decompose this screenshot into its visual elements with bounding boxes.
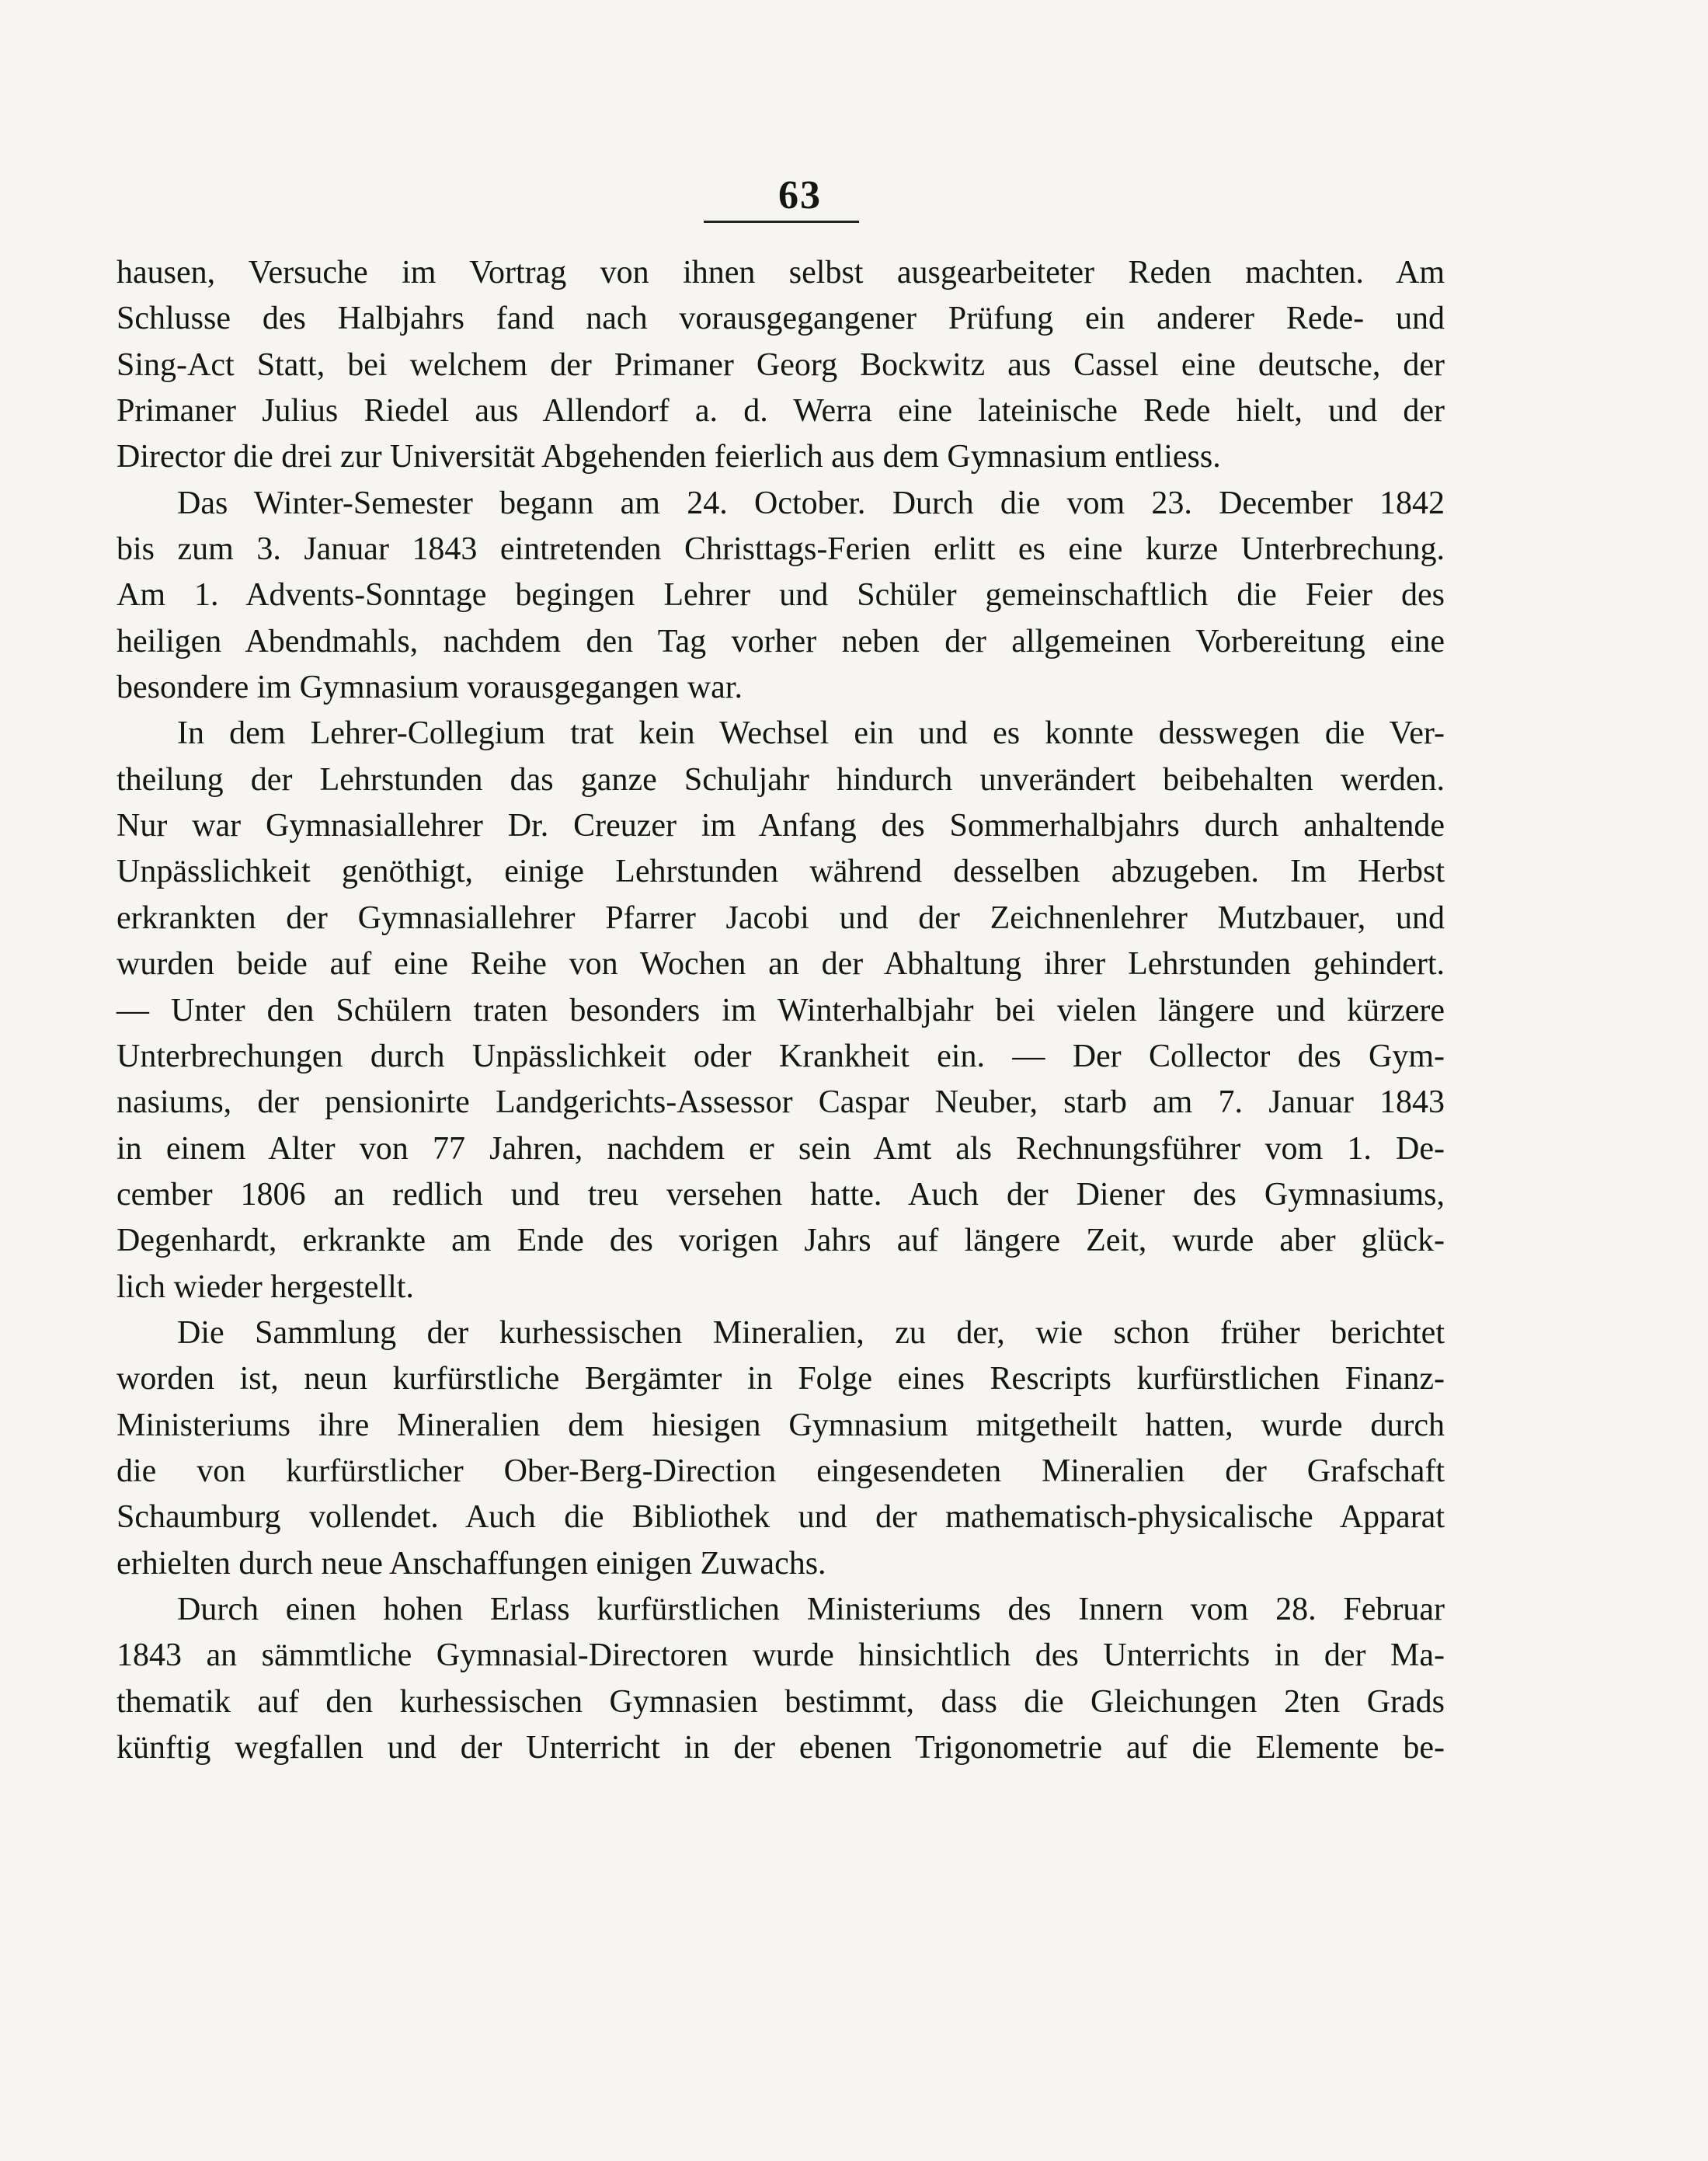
text-line: thematik auf den kurhessischen Gymnasien bestimmt, dass die Gleichungen 2ten Grads [117, 1683, 1445, 1720]
text-line: — Unter den Schülern traten besonders im Winterhalbjahr bei vielen längere und kürzere [117, 992, 1445, 1028]
text-line: Schaumburg vollendet. Auch die Bibliothek und der mathematisch-physicalische Apparat [117, 1499, 1445, 1536]
body-text [117, 250, 1445, 1771]
text-line: Die Sammlung der kurhessischen Mineralien, zu der, wie schon früher berichtet [177, 1314, 1445, 1351]
text-line: Ministeriums ihre Mineralien dem hiesigen Gymnasium mitgetheilt hatten, wurde durch [117, 1407, 1445, 1443]
text-line: hausen, Versuche im Vortrag von ihnen selbst ausgearbeiteter Reden machten. Am [117, 255, 1445, 291]
text-line: cember 1806 an redlich und treu versehen hatte. Auch der Diener des Gymnasiums, [117, 1176, 1445, 1213]
text-line: Schlusse des Halbjahrs fand nach vorausgegangener Prüfung ein anderer Rede- und [117, 301, 1445, 337]
text-line: bis zum 3. Januar 1843 eintretenden Christtags-Ferien erlitt es eine kurze Unterbrechung. [117, 531, 1445, 568]
text-line: Sing-Act Statt, bei welchem der Primaner Georg Bockwitz aus Cassel eine deutsche, der [117, 346, 1445, 383]
page-number: 63 [778, 173, 822, 217]
text-line: heiligen Abendmahls, nachdem den Tag vorher neben der allgemeinen Vorbereitung eine [117, 623, 1445, 659]
text-line: Director die drei zur Universität Abgehenden feierlich aus dem Gymnasium entliess. [117, 439, 1221, 475]
text-line: worden ist, neun kurfürstliche Bergämter in Folge eines Rescripts kurfürstlichen Finanz- [117, 1361, 1445, 1397]
text-line: In dem Lehrer-Collegium trat kein Wechsel ein und es konnte desswegen die Ver- [177, 715, 1445, 752]
text-line: Unpässlichkeit genöthigt, einige Lehrstunden während desselben abzugeben. Im Herbst [117, 854, 1445, 890]
text-line: wurden beide auf eine Reihe von Wochen an der Abhaltung ihrer Lehrstunden gehindert. [117, 946, 1445, 983]
text-line: Am 1. Advents-Sonntage begingen Lehrer und Schüler gemeinschaftlich die Feier des [117, 577, 1445, 614]
text-line: Primaner Julius Riedel aus Allendorf a. d. Werra eine lateinische Rede hielt, und der [117, 393, 1445, 430]
text-line: Degenhardt, erkrankte am Ende des vorigen Jahrs auf längere Zeit, wurde aber glück- [117, 1223, 1445, 1259]
text-line: die von kurfürstlicher Ober-Berg-Direction eingesendeten Mineralien der Grafschaft [117, 1453, 1445, 1489]
text-line: künftig wegfallen und der Unterricht in der ebenen Trigonometrie auf die Elemente be- [117, 1730, 1445, 1766]
text-line: erhielten durch neue Anschaffungen einigen Zuwachs. [117, 1545, 826, 1582]
text-line: Durch einen hohen Erlass kurfürstlichen Ministeriums des Innern vom 28. Februar [177, 1591, 1445, 1627]
text-line: Nur war Gymnasiallehrer Dr. Creuzer im Anfang des Sommerhalbjahrs durch anhaltende [117, 808, 1445, 844]
text-line: nasiums, der pensionirte Landgerichts-Assessor Caspar Neuber, starb am 7. Januar 1843 [117, 1084, 1445, 1121]
text-line: in einem Alter von 77 Jahren, nachdem er sein Amt als Rechnungsführer vom 1. De- [117, 1130, 1445, 1167]
text-line: Unterbrechungen durch Unpässlichkeit oder Krankheit ein. — Der Collector des Gym- [117, 1038, 1445, 1074]
text-line: theilung der Lehrstunden das ganze Schuljahr hindurch unverändert beibehalten werden. [117, 761, 1445, 798]
text-line: erkrankten der Gymnasiallehrer Pfarrer Jacobi und der Zeichnenlehrer Mutzbauer, und [117, 900, 1445, 936]
text-line: Das Winter-Semester begann am 24. October. Durch die vom 23. December 1842 [177, 485, 1445, 521]
text-line: besondere im Gymnasium vorausgegangen war. [117, 670, 743, 706]
text-line: lich wieder hergestellt. [117, 1268, 414, 1305]
page-number-rule [704, 221, 859, 223]
text-line: 1843 an sämmtliche Gymnasial-Directoren wurde hinsichtlich des Unterrichts in der Ma- [117, 1637, 1445, 1674]
